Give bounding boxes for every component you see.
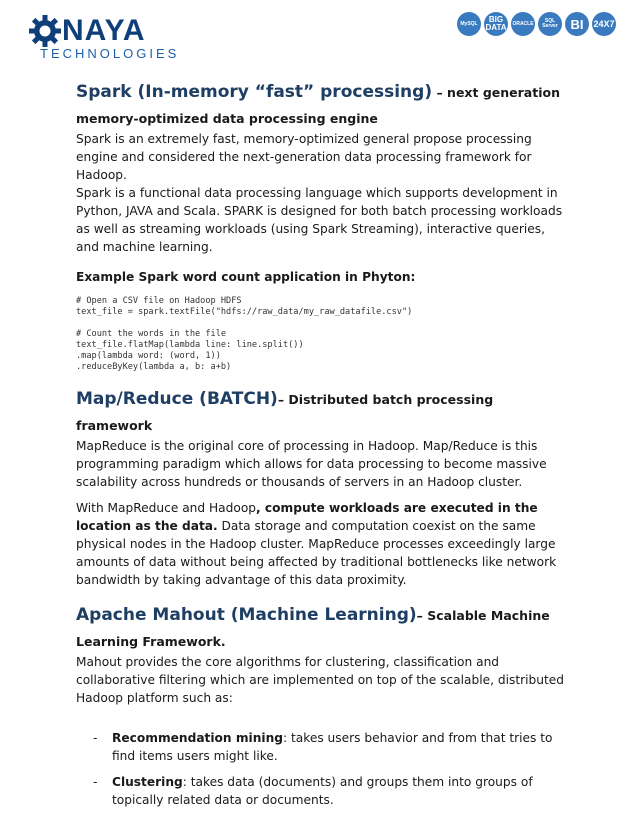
mahout-heading	[76, 601, 566, 653]
spark-paragraph-1: Spark is an extremely fast, memory-optimized general propose processing engine and considered the next-generation data processing framework for Hadoop.	[76, 132, 532, 182]
mapreduce-p2-rest: Data storage and computation coexist on the same physical nodes in the Hadoop cluster. MapReduce processes exceedingly large amounts of data without being affected by traditional bottlenecks like network bandwidth by taking advantage of this data proximity.	[76, 519, 557, 587]
mysql-badge: MySQL	[457, 12, 481, 36]
spark-title: Spark (In-memory “fast” processing)	[76, 82, 433, 102]
mahout-bullet-list	[76, 729, 566, 809]
bullet-text: : takes users behavior and from that tries to find items users might like.	[112, 731, 553, 763]
mapreduce-paragraph-1: MapReduce is the original core of processing in Hadoop. Map/Reduce is this programming paradigm which allows for data processing to become massive scalability across hundreds or thousands of servers in an Hadoop cluster.	[76, 439, 547, 489]
mapreduce-title: Map/Reduce (BATCH)	[76, 389, 278, 409]
page-header	[0, 0, 638, 70]
spark-code-block: # Open a CSV file on Hadoop HDFS text_file = spark.textFile("hdfs://raw_data/my_raw_datafile.csv") # Count the words in the file text_file.flatMap(lambda line: line.split()) .map(lambda word: (word, 1)) .reduceByKey(lambda a, b: a+b)	[76, 296, 413, 372]
gear-icon	[28, 14, 62, 48]
mapreduce-p2-bold: , compute workloads are executed in the location as the data.	[76, 501, 538, 533]
mapreduce-section	[76, 385, 566, 589]
spark-section	[76, 78, 566, 373]
technology-badges	[457, 12, 616, 36]
spark-heading	[76, 78, 566, 130]
24x7-badge: 24X7	[592, 12, 616, 36]
big-data-badge: BIG DATA	[484, 12, 508, 36]
bi-badge: BI	[565, 12, 589, 36]
naya-logo	[28, 12, 180, 62]
mahout-paragraph-1: Mahout provides the core algorithms for clustering, classification and collaborative filtering which are implemented on top of the scalable, distributed Hadoop platform such as:	[76, 655, 564, 705]
logo-word: NAYA	[62, 14, 146, 47]
mapreduce-heading	[76, 385, 566, 437]
bullet-text: : takes data (documents) and groups them into groups of topically related data or documents.	[112, 775, 533, 807]
mahout-subtitle: – Scalable Machine Learning Framework.	[76, 608, 550, 649]
logo-subtitle: TECHNOLOGIES	[40, 46, 180, 61]
spark-example-label: Example Spark word count application in Phyton:	[76, 270, 416, 284]
bullet-term: Clustering	[112, 775, 183, 789]
mapreduce-paragraph-2	[76, 499, 566, 589]
bullet-term: Recommendation mining	[112, 731, 283, 745]
sql-server-badge: SQL Server	[538, 12, 562, 36]
spark-subtitle: – next generation memory-optimized data processing engine	[76, 85, 560, 126]
list-item	[76, 773, 566, 809]
mapreduce-p2-lead: With MapReduce and Hadoop	[76, 501, 257, 515]
oracle-badge: ORACLE	[511, 12, 535, 36]
document-body	[76, 78, 566, 817]
spark-paragraph-2: Spark is a functional data processing language which supports development in Python, JAVA and Scala. SPARK is designed for both batch processing workloads as well as streaming workloads (using Spark Streaming), interactive queries, and machine learning.	[76, 186, 563, 254]
bullet-dash: -	[93, 775, 98, 789]
mahout-title: Apache Mahout (Machine Learning)	[76, 605, 417, 625]
list-item	[76, 729, 566, 765]
bullet-dash: -	[93, 731, 98, 745]
mapreduce-subtitle: – Distributed batch processing framework	[76, 392, 494, 433]
mahout-section	[76, 601, 566, 809]
